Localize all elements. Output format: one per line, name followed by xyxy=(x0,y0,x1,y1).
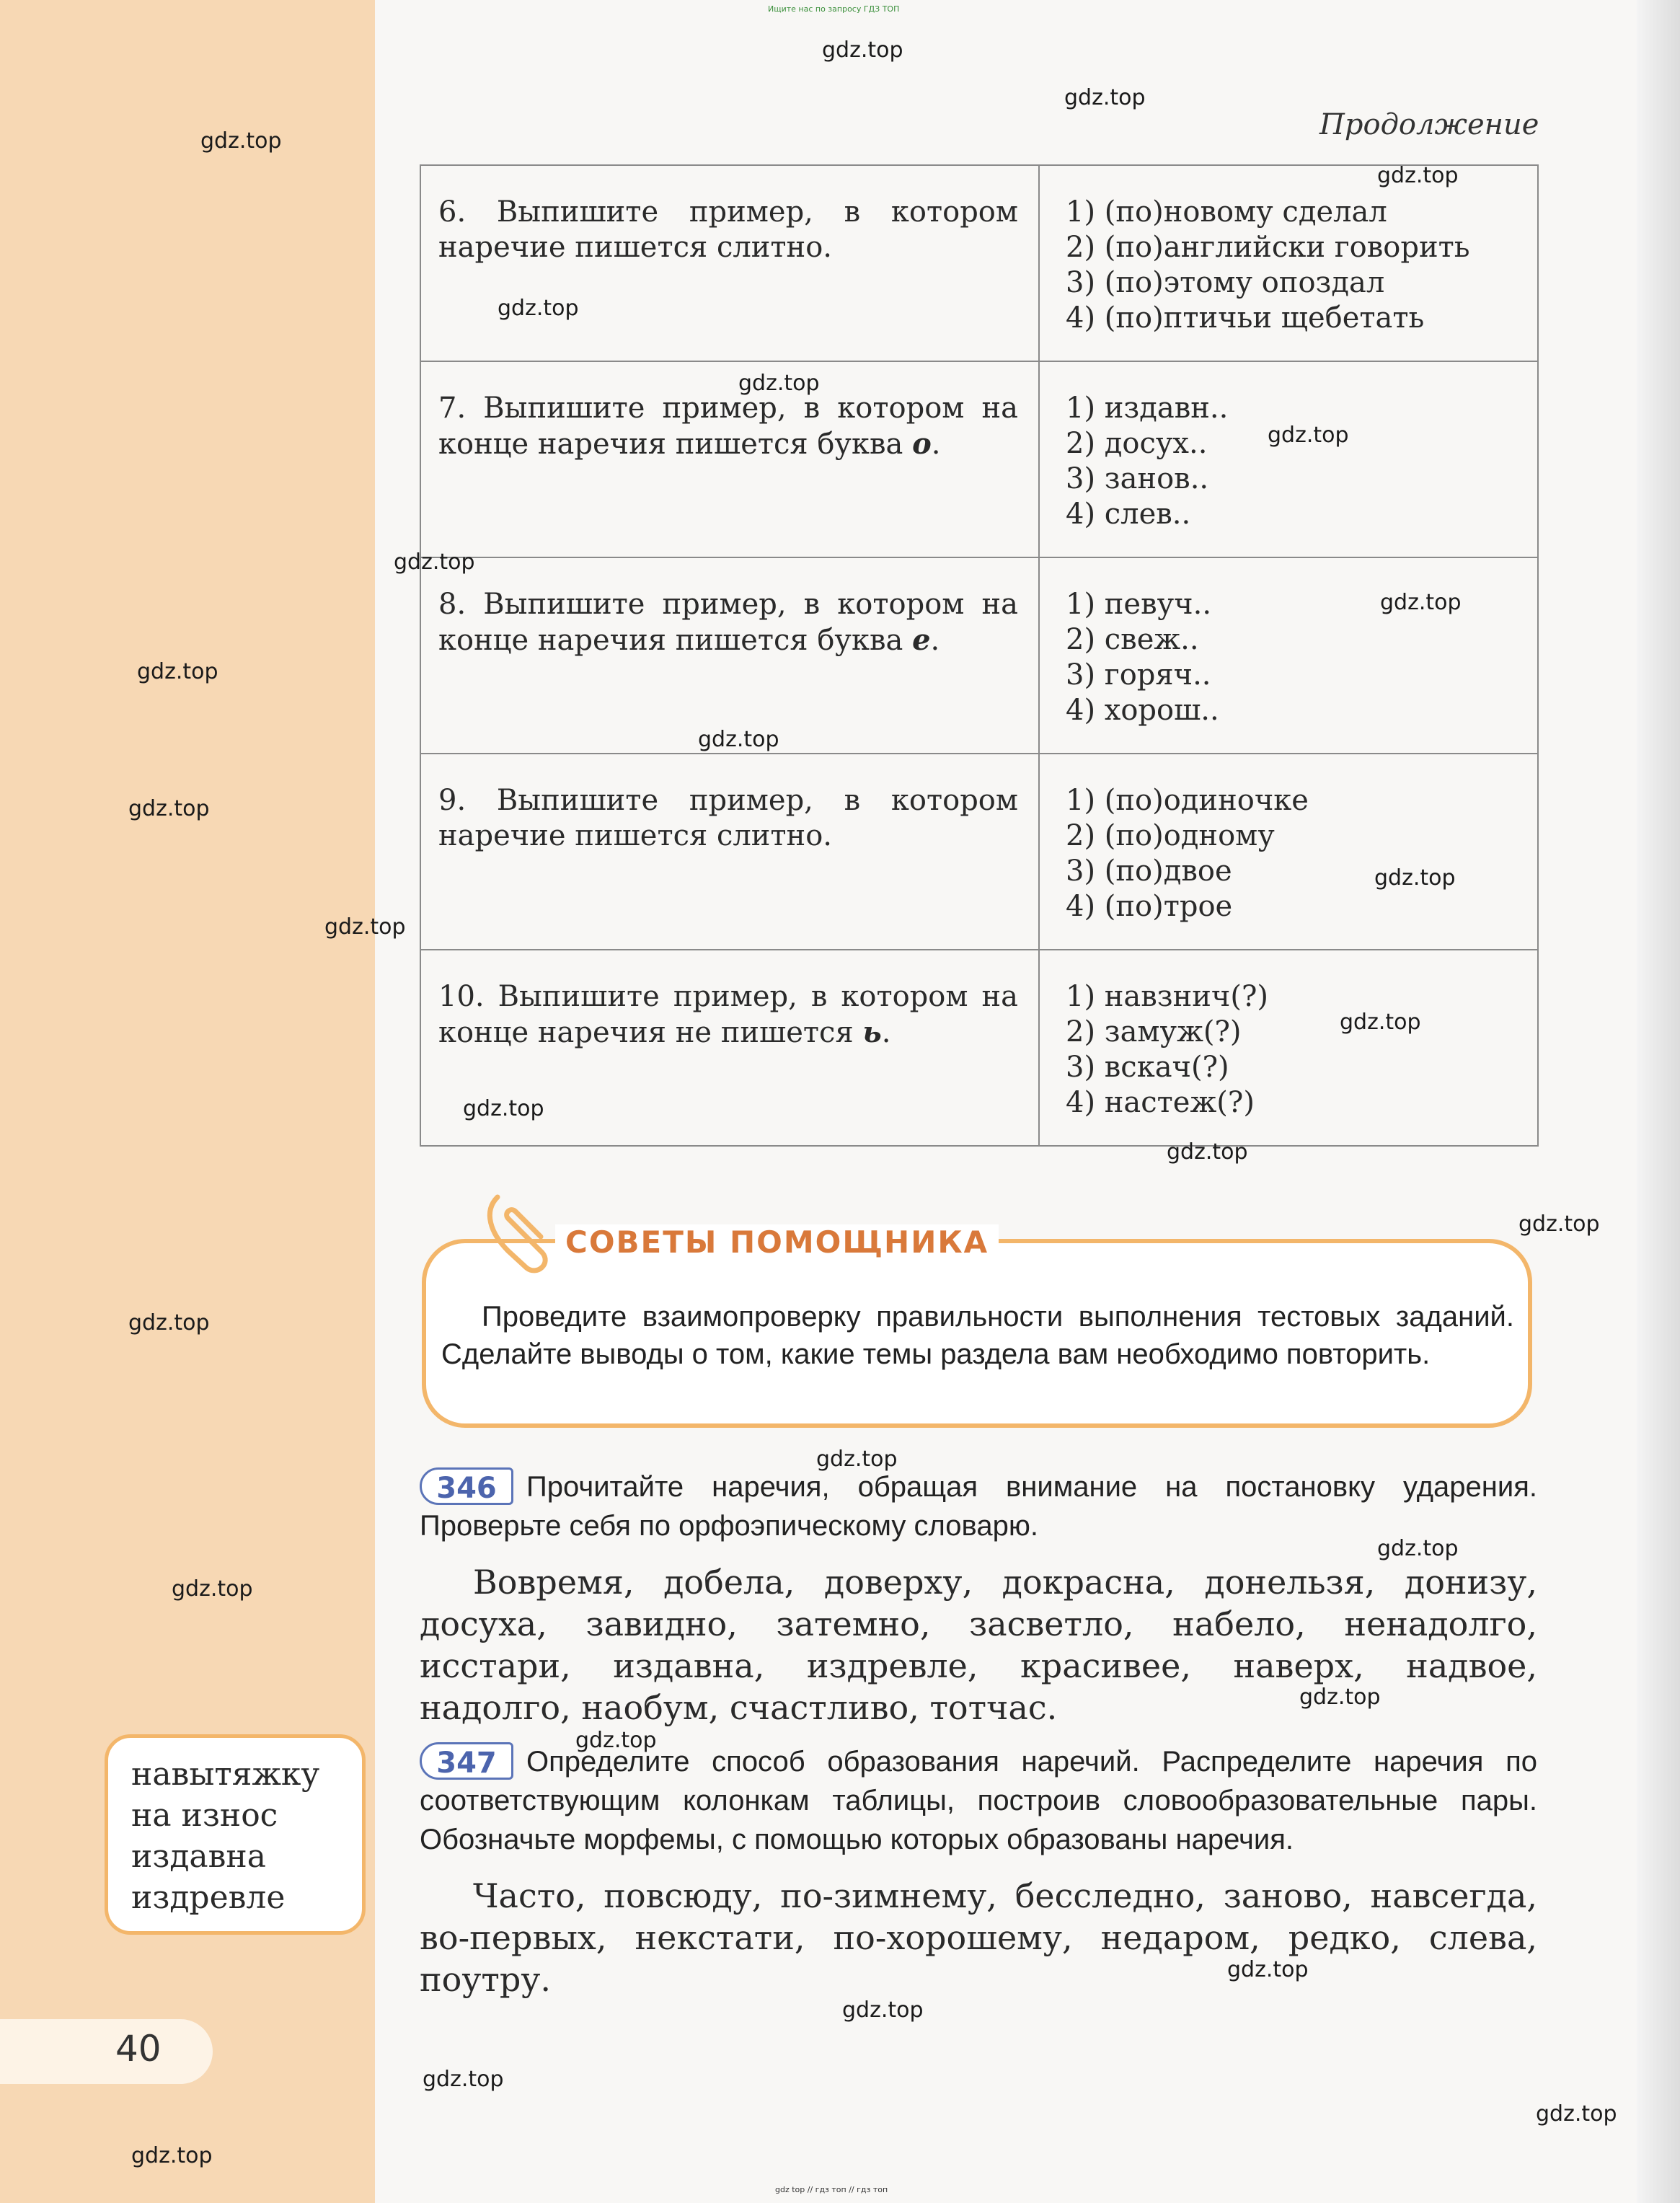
page-number: 40 xyxy=(115,2028,162,2070)
watermark: gdz.top xyxy=(822,37,903,63)
option: 2) свеж.. xyxy=(1066,623,1199,656)
question-end: . xyxy=(931,428,941,461)
exercise-number: 346 xyxy=(420,1467,513,1505)
test-row xyxy=(420,950,1538,1146)
question-text: 9. Выпишите пример, в котором наречие пишется слитно. xyxy=(438,784,1018,852)
option: 1) навзнич(?) xyxy=(1066,980,1269,1013)
watermark: gdz.top xyxy=(128,796,210,821)
watermark: gdz.top xyxy=(1340,1010,1421,1035)
option: 4) хорош.. xyxy=(1066,694,1219,727)
tips-text: Проведите взаимопроверку правильности выполнения тестовых заданий. Сделайте выводы о том, какие темы раздела вам необходимо повторить. xyxy=(441,1301,1514,1370)
watermark: gdz.top xyxy=(1167,1139,1248,1165)
watermark: gdz.top xyxy=(698,727,779,752)
watermark: gdz.top xyxy=(816,1447,898,1472)
top-note: Ищите нас по запросу ГДЗ ТОП xyxy=(768,4,900,14)
option: 1) (по)новому сделал xyxy=(1066,195,1387,229)
question-text: 8. Выпишите пример, в котором на конце наречия пишется буква xyxy=(438,588,1018,657)
test-options xyxy=(1039,754,1538,950)
exercise-task xyxy=(420,1467,1537,1545)
watermark: gdz.top xyxy=(1377,1536,1459,1561)
option: 3) горяч.. xyxy=(1066,658,1211,692)
option: 4) (по)птичьи щебетать xyxy=(1066,301,1425,335)
watermark: gdz.top xyxy=(1064,85,1146,110)
continuation-label: Продолжение xyxy=(1319,108,1539,141)
watermark: gdz.top xyxy=(1227,1957,1309,1982)
watermark: gdz.top xyxy=(423,2067,504,2092)
exercise-words: Часто, повсюду, по-зимнему, бесследно, заново, навсегда, во-первых, некстати, по-хорошему, недаром, редко, слева, поутру. xyxy=(420,1876,1537,1999)
exercise-task-text: Определите способ образования наречий. Распределите наречия по соответствующим колонкам таблицы, построив словообразовательные пары. Обозначьте морфемы, с помощью которых образованы наречия. xyxy=(420,1746,1537,1855)
test-row xyxy=(420,557,1538,754)
exercise-347 xyxy=(420,1742,1537,2000)
option: 4) слев.. xyxy=(1066,498,1191,531)
watermark: gdz.top xyxy=(498,296,579,321)
test-row xyxy=(420,754,1538,950)
test-row xyxy=(420,361,1538,557)
watermark: gdz.top xyxy=(1518,1211,1600,1237)
watermark: gdz.top xyxy=(324,914,406,940)
watermark: gdz.top xyxy=(1536,2101,1617,2127)
watermark: gdz.top xyxy=(1380,590,1462,615)
watermark: gdz.top xyxy=(738,371,820,396)
option: 3) (по)двое xyxy=(1066,855,1232,888)
watermark: gdz.top xyxy=(463,1096,544,1121)
test-options xyxy=(1039,557,1538,754)
test-question xyxy=(420,361,1039,557)
watermark: gdz.top xyxy=(137,659,218,684)
option: 4) настеж(?) xyxy=(1066,1086,1255,1119)
test-question xyxy=(420,557,1039,754)
test-question xyxy=(420,165,1039,361)
test-row xyxy=(420,165,1538,361)
question-text: 10. Выпишите пример, в котором на конце наречия не пишется xyxy=(438,980,1018,1049)
page-edge xyxy=(1637,0,1680,2203)
exercise-task-text: Прочитайте наречия, обращая внимание на постановку ударения. Проверьте себя по орфоэпическому словарю. xyxy=(420,1471,1537,1542)
watermark: gdz.top xyxy=(128,1310,210,1336)
exercise-task xyxy=(420,1742,1537,1859)
option: 2) (по)одному xyxy=(1066,819,1275,852)
sidebar-word-box xyxy=(105,1734,366,1935)
option: 1) (по)одиночке xyxy=(1066,784,1309,817)
option: 2) досух.. xyxy=(1066,427,1208,460)
watermark: gdz.top xyxy=(842,1997,924,2023)
page-number-tab xyxy=(0,2019,213,2084)
sidebar-word: на износ xyxy=(131,1797,278,1834)
question-text: 7. Выпишите пример, в котором на конце наречия пишется буква xyxy=(438,392,1018,461)
option: 3) занов.. xyxy=(1066,462,1209,495)
option: 1) певуч.. xyxy=(1066,588,1212,621)
option: 3) (по)этому опоздал xyxy=(1066,266,1385,299)
exercise-words: Вовремя, добела, доверху, докрасна, донельзя, донизу, досуха, завидно, затемно, засветло, набело, ненадолго, исстари, издавна, издревле, красивее, наверх, надвое, надолго, наобум, счастливо, тотчас. xyxy=(420,1563,1537,1727)
option: 1) издавн.. xyxy=(1066,392,1229,425)
question-letter: о xyxy=(912,427,932,461)
option: 2) (по)английски говорить xyxy=(1066,231,1470,264)
test-options xyxy=(1039,165,1538,361)
exercise-number: 347 xyxy=(420,1742,513,1780)
option: 2) замуж(?) xyxy=(1066,1015,1242,1048)
question-end: . xyxy=(930,624,940,657)
watermark: gdz.top xyxy=(1377,163,1459,188)
sidebar-word: издревле xyxy=(131,1879,286,1916)
question-end: . xyxy=(881,1016,891,1049)
option: 4) (по)трое xyxy=(1066,890,1233,923)
question-text: 6. Выпишите пример, в котором наречие пишется слитно. xyxy=(438,195,1018,264)
watermark: gdz.top xyxy=(200,128,282,154)
sidebar-word: издавна xyxy=(131,1838,266,1875)
test-table xyxy=(420,164,1539,1147)
watermark: gdz.top xyxy=(1268,423,1349,448)
watermark: gdz.top xyxy=(172,1576,253,1602)
watermark: gdz.top xyxy=(394,549,475,575)
watermark: gdz.top xyxy=(1374,865,1456,891)
test-question xyxy=(420,754,1039,950)
bottom-note: gdz top // гдз топ // гдз топ xyxy=(775,2185,888,2194)
watermark: gdz.top xyxy=(575,1728,657,1753)
watermark: gdz.top xyxy=(1299,1685,1381,1710)
option: 3) вскач(?) xyxy=(1066,1051,1229,1084)
sidebar-word: навытяжку xyxy=(131,1756,320,1793)
tips-title: СОВЕТЫ ПОМОЩНИКА xyxy=(555,1224,999,1260)
question-letter: ь xyxy=(862,1015,882,1049)
watermark: gdz.top xyxy=(131,2143,213,2168)
paperclip-icon xyxy=(476,1183,562,1276)
test-options xyxy=(1039,950,1538,1146)
question-letter: е xyxy=(912,623,931,657)
test-options xyxy=(1039,361,1538,557)
